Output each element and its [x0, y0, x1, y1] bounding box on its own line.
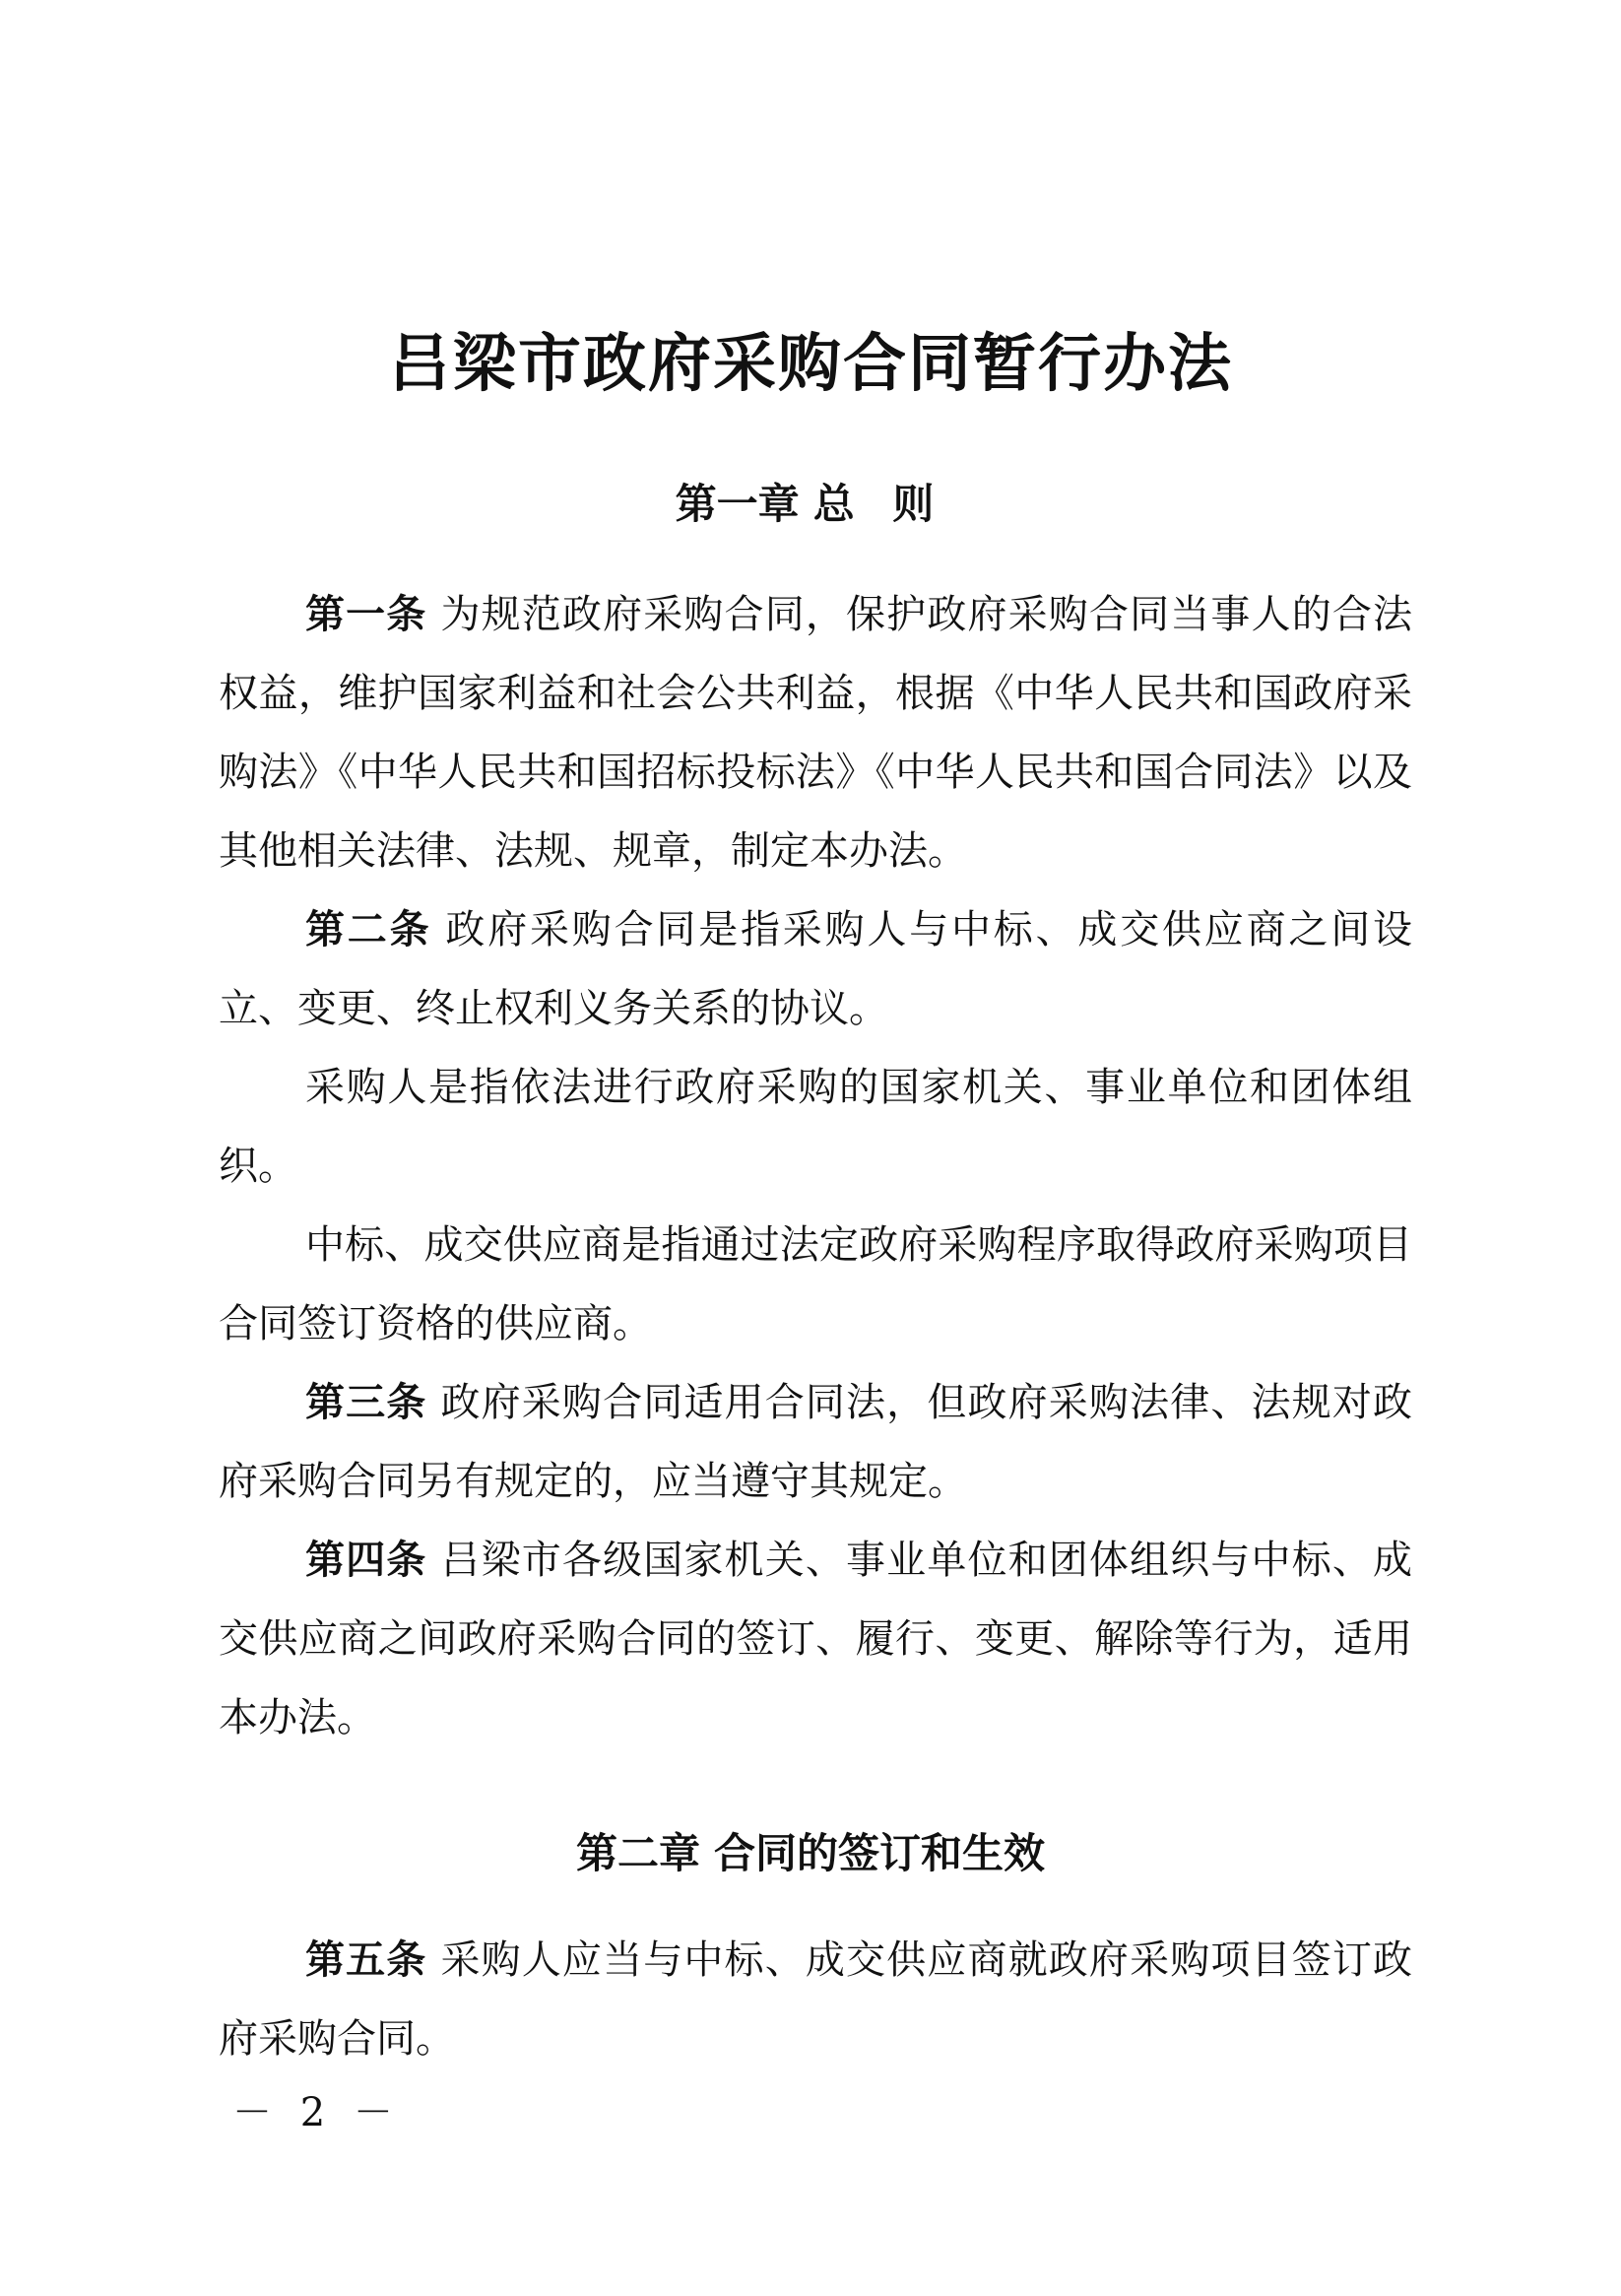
article-paragraph	[219, 1206, 1412, 1363]
article-paragraph	[219, 1048, 1412, 1206]
article-label: 第一条	[305, 592, 427, 637]
chapter-1-body	[219, 575, 1412, 1757]
article-label: 第四条	[305, 1538, 427, 1583]
article-label: 第五条	[305, 1937, 427, 1983]
article-paragraph	[219, 575, 1412, 890]
chapter-2-body	[219, 1921, 1412, 2078]
article-label: 第二条	[305, 907, 432, 952]
article-paragraph	[219, 1363, 1412, 1521]
chapter-number: 第一章	[675, 480, 800, 528]
chapter-title: 合同的签订和生效	[714, 1829, 1046, 1877]
article-text: 政府采购合同适用合同法，但政府采购法律、法规对政府采购合同另有规定的，应当遵守其规定。	[219, 1380, 1413, 1504]
chapter-heading-2	[0, 1824, 1621, 1883]
chapter-heading-1	[0, 475, 1621, 534]
article-text: 政府采购合同是指采购人与中标、成交供应商之间设立、变更、终止权利义务关系的协议。	[219, 907, 1413, 1031]
article-text: 中标、成交供应商是指通过法定政府采购程序取得政府采购项目合同签订资格的供应商。	[219, 1222, 1412, 1346]
article-text: 采购人是指依法进行政府采购的国家机关、事业单位和团体组织。	[219, 1065, 1412, 1189]
article-paragraph	[219, 1521, 1412, 1757]
article-paragraph	[219, 890, 1412, 1048]
chapter-title: 总 则	[812, 480, 946, 528]
chapter-number: 第二章	[575, 1829, 700, 1877]
page-number: － 2 －	[232, 2090, 401, 2135]
document-title: 吕梁市政府采购合同暂行办法	[388, 327, 1233, 401]
article-text: 吕梁市各级国家机关、事业单位和团体组织与中标、成交供应商之间政府采购合同的签订、履行、变更、解除等行为，适用本办法。	[219, 1538, 1413, 1740]
article-text: 采购人应当与中标、成交供应商就政府采购项目签订政府采购合同。	[219, 1937, 1413, 2062]
article-paragraph	[219, 1921, 1412, 2078]
article-label: 第三条	[305, 1380, 427, 1425]
article-text: 为规范政府采购合同，保护政府采购合同当事人的合法权益，维护国家利益和社会公共利益，根据《中华人民共和国政府采购法》《中华人民共和国招标投标法》《中华人民共和国合同法》以及其他相关法律、法规、规章，制定本办法。	[219, 592, 1413, 874]
